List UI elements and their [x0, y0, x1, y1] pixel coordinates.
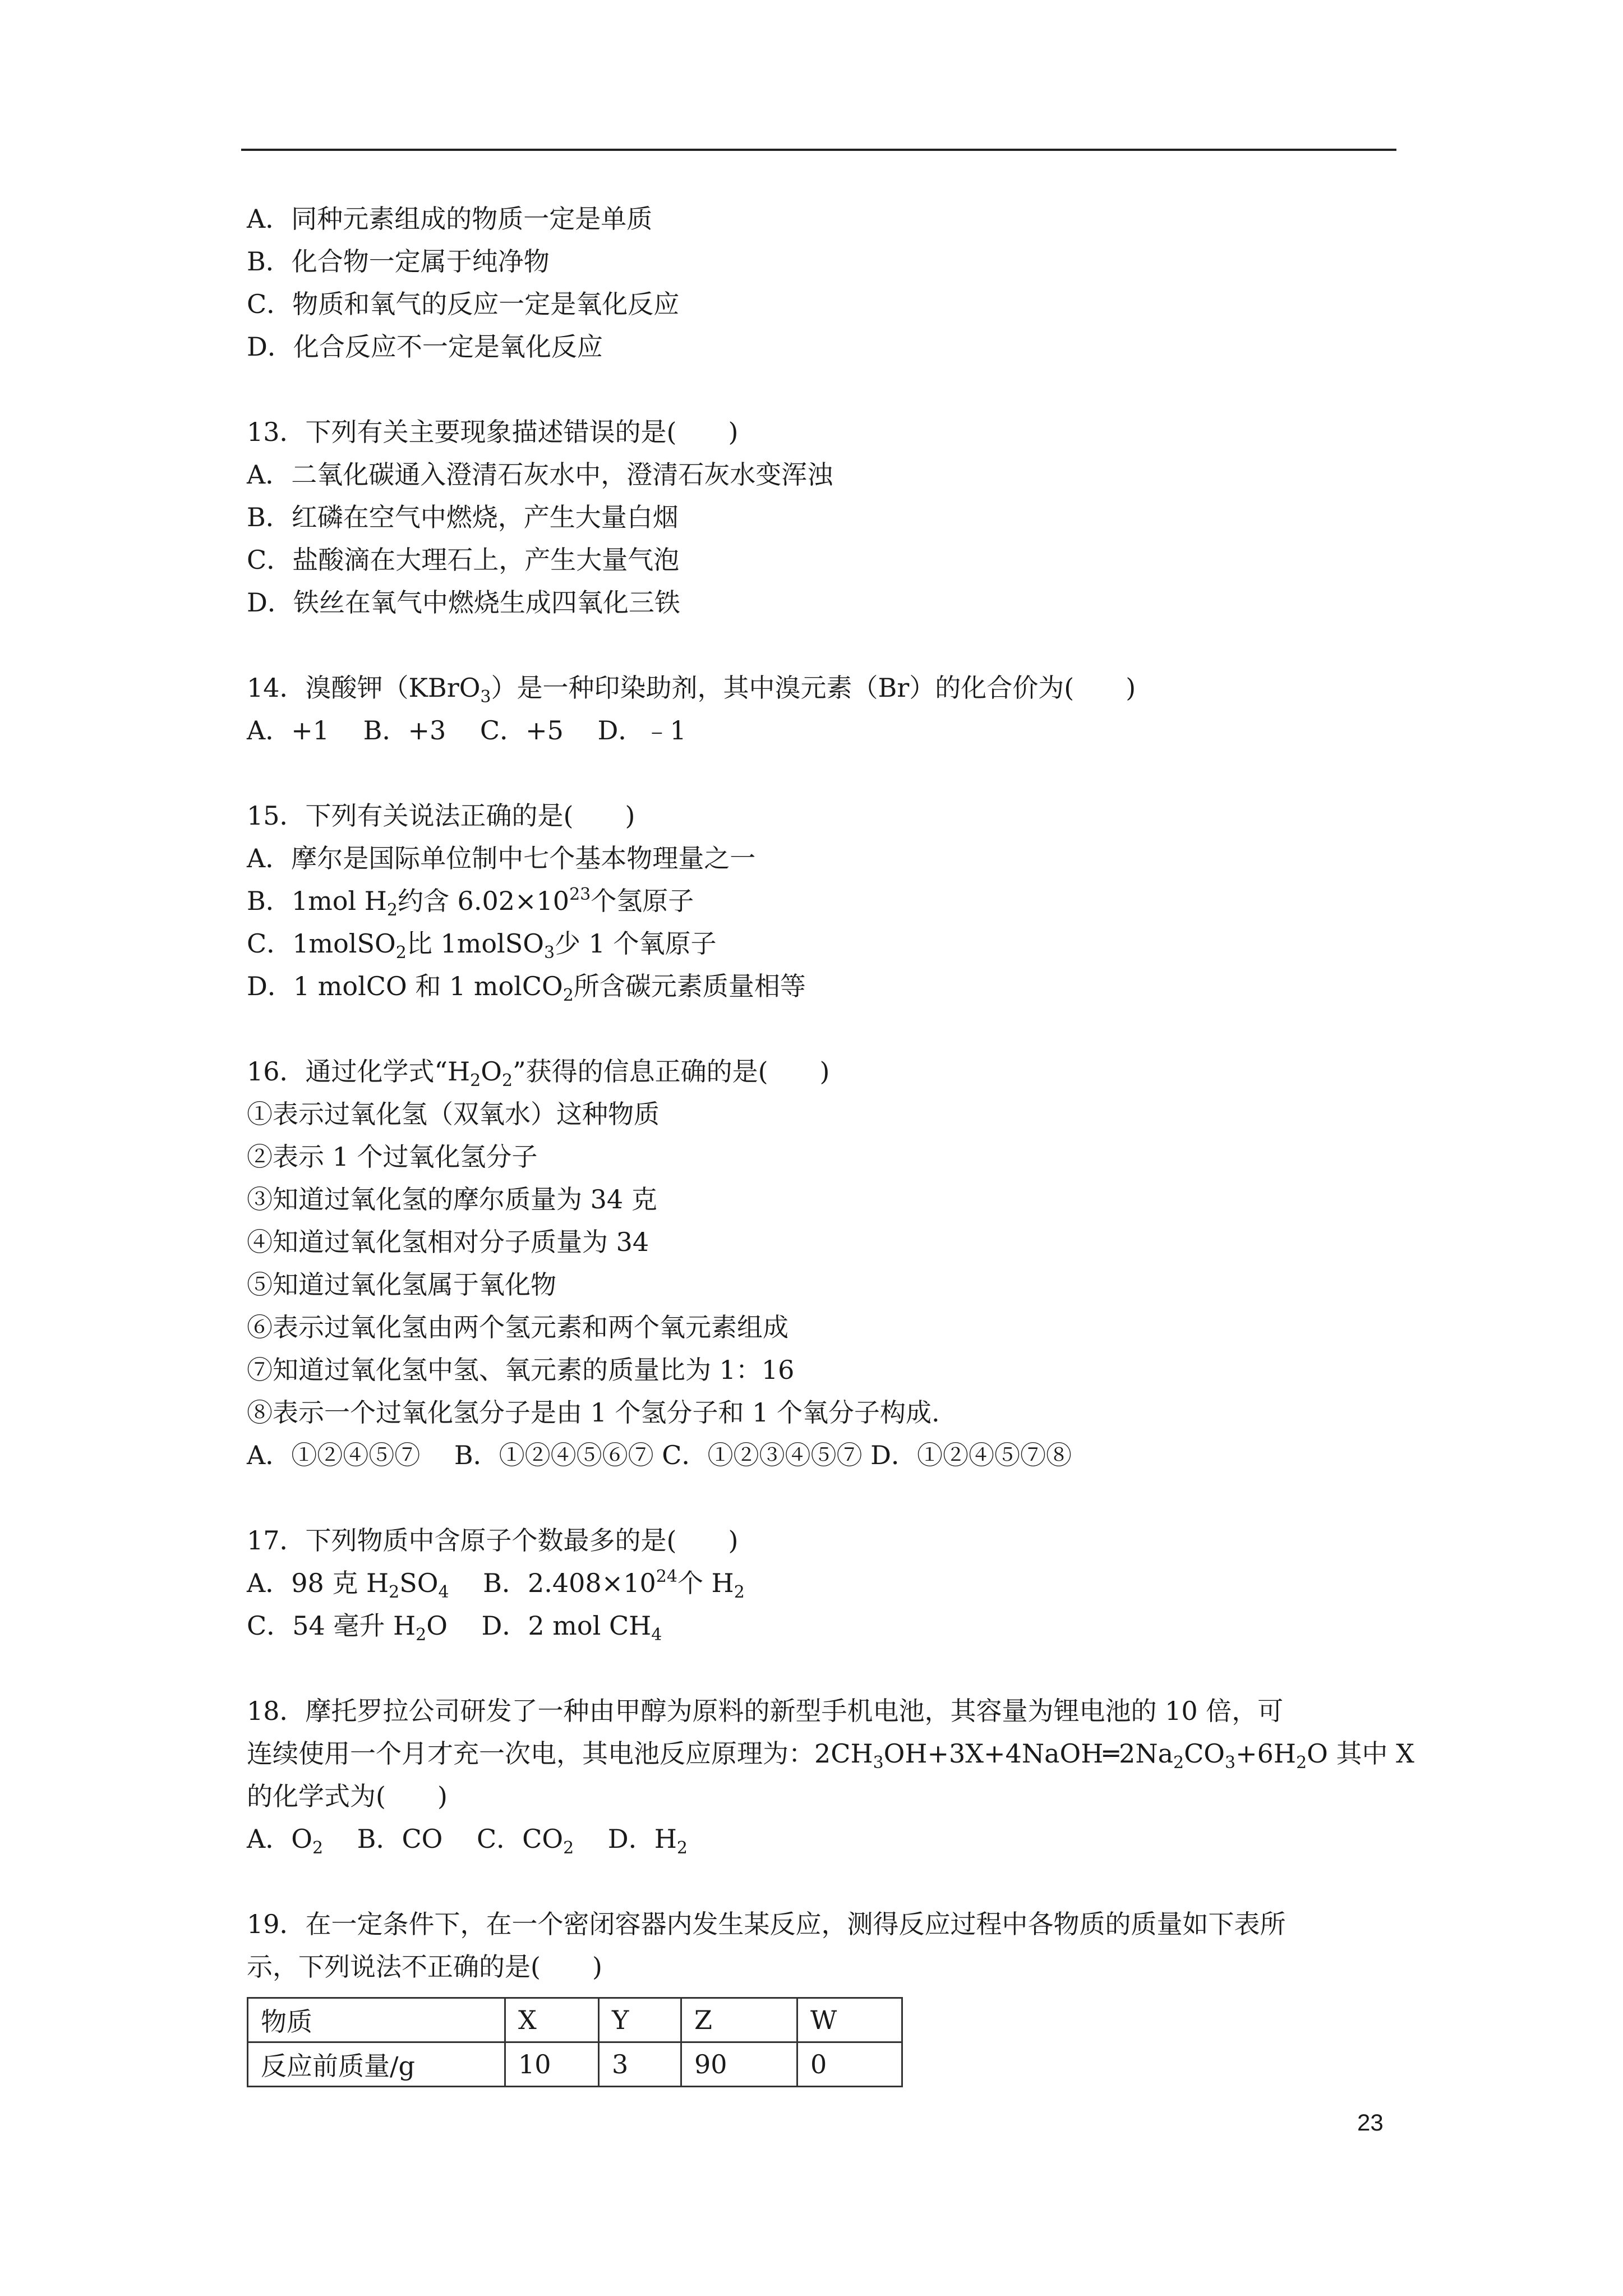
- q15-option-d: D．1 molCO 和 1 molCO$_2$所含碳元素质量相等: [247, 971, 806, 1005]
- q13-option-c: C．盐酸滴在大理石上，产生大量气泡: [247, 545, 680, 575]
- table-cell: 0: [797, 2042, 902, 2087]
- header-rule: [241, 149, 1396, 151]
- q16-item: ⑥表示过氧化氢由两个氢元素和两个氧元素组成: [247, 1312, 789, 1342]
- page-number: 23: [1357, 2109, 1384, 2136]
- q16-item: ⑤知道过氧化氢属于氧化物: [247, 1269, 556, 1300]
- q18-stem-line2: 连续使用一个月才充一次电，其电池反应原理为：$2CH_3OH+3X+4NaOH═2Na_2CO_3+6H_2O$ 其中 X: [247, 1738, 1414, 1773]
- table-cell: X: [505, 1998, 599, 2042]
- q13-option-d: D．铁丝在氧气中燃烧生成四氧化三铁: [247, 587, 680, 618]
- table-cell: W: [797, 1998, 902, 2042]
- q14-options: A．+1 B．+3 C．+5 D．﹣1: [247, 715, 686, 746]
- table-header-row: [248, 1998, 902, 2042]
- table-cell: 10: [505, 2042, 599, 2087]
- q16-item: ④知道过氧化氢相对分子质量为 34: [247, 1227, 649, 1257]
- q15-option-a: A．摩尔是国际单位制中七个基本物理量之一: [247, 843, 756, 873]
- q12-option-d: D．化合反应不一定是氧化反应: [247, 332, 603, 362]
- table-row: [248, 2042, 902, 2087]
- q19-stem-line1: 19．在一定条件下，在一个密闭容器内发生某反应，测得反应过程中各物质的质量如下表所: [247, 1909, 1286, 1939]
- q16-options: A．①②④⑤⑦ B．①②④⑤⑥⑦ C．①②③④⑤⑦ D．①②④⑤⑦⑧: [247, 1440, 1072, 1470]
- q12-option-a: A．同种元素组成的物质一定是单质: [247, 204, 653, 234]
- q16-item: ②表示 1 个过氧化氢分子: [247, 1142, 538, 1172]
- q17-stem: 17．下列物质中含原子个数最多的是( ): [247, 1525, 739, 1556]
- q13-option-a: A．二氧化碳通入澄清石灰水中，澄清石灰水变浑浊: [247, 459, 833, 490]
- table-cell: 物质: [248, 1998, 505, 2042]
- table-cell: 90: [681, 2042, 797, 2087]
- table-cell: Z: [681, 1998, 797, 2042]
- q14-stem: 14．溴酸钾（KBrO$_3$）是一种印染助剂，其中溴元素（Br）的化合价为( ): [247, 673, 1136, 707]
- q13-option-b: B．红磷在空气中燃烧，产生大量白烟: [247, 502, 679, 532]
- q13-stem: 13．下列有关主要现象描述错误的是( ): [247, 417, 739, 447]
- q15-option-c: C．1molSO$_2$比 1molSO$_3$少 1 个氧原子: [247, 928, 717, 963]
- q17-options-cd: C．54 毫升 $H_2O$ D．2 mol $CH_4$: [247, 1611, 662, 1645]
- q18-options: A．$O_2$ B．CO C．$CO_2$ D．$H_2$: [247, 1824, 688, 1858]
- q12-option-c: C．物质和氧气的反应一定是氧化反应: [247, 289, 680, 319]
- q16-item: ⑦知道过氧化氢中氢、氧元素的质量比为 1：16: [247, 1355, 795, 1385]
- q19-stem-line2: 示，下列说法不正确的是( ): [247, 1952, 602, 1982]
- q16-item: ①表示过氧化氢（双氧水）这种物质: [247, 1099, 660, 1129]
- mass-table: [247, 1997, 903, 2087]
- q15-stem: 15．下列有关说法正确的是( ): [247, 800, 635, 831]
- q15-option-b: B．1mol $H_2$约含 $6.02\times 10^{23}$个氢原子: [247, 885, 694, 920]
- q16-item: ③知道过氧化氢的摩尔质量为 34 克: [247, 1184, 657, 1214]
- q18-stem-line3: 的化学式为( ): [247, 1781, 448, 1811]
- q18-stem-line1: 18．摩托罗拉公司研发了一种由甲醇为原料的新型手机电池，其容量为锂电池的 10 倍，可: [247, 1696, 1284, 1726]
- q17-options-ab: A．98 克 $H_2SO_4$ B．$2.408\times 10^{24}$个 $H_2$: [247, 1567, 745, 1602]
- q16-item: ⑧表示一个过氧化氢分子是由 1 个氢分子和 1 个氧分子构成.: [247, 1397, 940, 1428]
- table-cell: 3: [599, 2042, 681, 2087]
- table-cell: Y: [599, 1998, 681, 2042]
- q16-stem: 16．通过化学式“$H_2O_2$”获得的信息正确的是( ): [247, 1056, 830, 1091]
- q12-option-b: B．化合物一定属于纯净物: [247, 246, 550, 277]
- table-cell: 反应前质量/g: [248, 2042, 505, 2087]
